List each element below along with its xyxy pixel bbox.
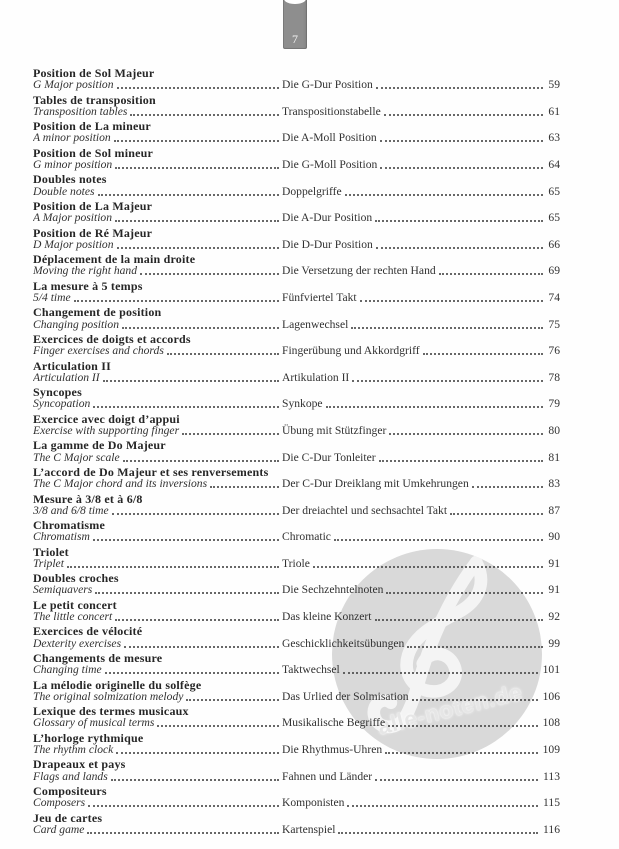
dot-leader [87,832,279,834]
page-number: 7 [292,32,298,46]
toc-entry [33,812,560,836]
entry-title-de: Das kleine Konzert [282,610,372,624]
entry-subtitle-en: Finger exercises and chords [33,345,164,358]
entry-english-column [33,744,282,756]
dot-leader [389,433,543,435]
toc-entry [33,599,560,623]
dot-leader [388,725,537,727]
entry-english-column [33,212,282,224]
dot-leader [338,832,538,834]
entry-english-column [33,345,282,357]
dot-leader [182,433,279,435]
entry-page-number: 90 [548,530,560,544]
entry-title-fr: Changement de position [33,305,162,320]
dot-leader [124,646,279,648]
dot-leader [93,539,279,541]
entry-subtitle-en: Composers [33,797,86,810]
entry-title-de: Doppelgriffe [282,184,342,198]
entry-title-fr: Drapeaux et pays [33,757,126,772]
entry-subtitle-en: Flags and lands [33,770,108,783]
entry-subtitle-en: Articulation II [33,371,100,384]
dot-leader [112,513,279,515]
entry-subtitle-row [33,132,560,144]
entry-page-number: 101 [542,663,560,677]
entry-subtitle-row [33,611,560,623]
entry-english-column [33,106,282,118]
entry-subtitle-row [33,345,560,357]
entry-english-column [33,611,282,623]
dot-leader [472,486,544,488]
entry-title-fr: L’horloge rythmique [33,730,144,745]
dot-leader [186,699,279,701]
entry-title-fr: L’accord de Do Majeur et ses renversements [33,464,269,479]
dot-leader [88,805,279,807]
entry-english-column [33,452,282,464]
entry-page-number: 65 [548,184,560,198]
dot-leader [117,247,279,249]
toc-entry [33,758,560,782]
entry-title-de: Synkope [282,397,323,411]
entry-subtitle-row [33,824,560,836]
entry-subtitle-en: Semiquavers [33,584,93,597]
entry-page-number: 79 [548,397,560,411]
dot-leader [376,247,544,249]
entry-subtitle-row [33,478,560,490]
entry-title-de: Fünfviertel Takt [282,290,357,304]
entry-page-number: 116 [543,822,560,836]
dot-leader [423,353,544,355]
entry-title-fr: Compositeurs [33,784,107,799]
entry-subtitle-en: A Major position [33,212,113,225]
entry-title-fr: Déplacement de la main droite [33,252,196,267]
entry-title-fr: Position de La mineur [33,119,151,134]
entry-title-fr: Position de Sol mineur [33,145,154,160]
dot-leader [103,380,279,382]
entry-subtitle-row [33,292,560,304]
entry-subtitle-en: Double notes [33,185,95,198]
entry-subtitle-row [33,771,560,783]
entry-subtitle-row [33,239,560,251]
entry-english-column [33,797,282,809]
entry-subtitle-en: G minor position [33,158,113,171]
entry-subtitle-en: 3/8 and 6/8 time [33,504,109,517]
entry-page-number: 64 [548,157,560,171]
toc-entry [33,493,560,517]
entry-title-de: Übung mit Stützfinger [282,423,387,437]
toc-entry [33,519,560,543]
dot-leader [130,114,279,116]
entry-english-column [33,691,282,703]
entry-title-fr: Exercices de doigts et accords [33,331,191,346]
entry-subtitle-en: Changing position [33,318,119,331]
entry-title-de: Der dreiachtel und sechsachtel Takt [282,503,448,517]
entry-subtitle-en: 5/4 time [33,291,71,304]
entry-title-de: Die A-Moll Position [282,131,377,145]
toc-entry [33,679,560,703]
dot-leader [116,752,279,754]
page-number-tab [283,0,307,49]
dot-leader [115,167,279,169]
toc-entry [33,360,560,384]
dot-leader [380,167,543,169]
entry-subtitle-row [33,797,560,809]
entry-title-de: Der C-Dur Dreiklang mit Umkehrungen [282,477,469,491]
dot-leader [98,194,279,196]
entry-subtitle-row [33,159,560,171]
entry-english-column [33,319,282,331]
entry-subtitle-en: Syncopation [33,398,91,411]
dot-leader [345,194,544,196]
entry-subtitle-row [33,531,560,543]
entry-english-column [33,771,282,783]
entry-subtitle-en: Exercise with supporting finger [33,424,180,437]
entry-title-fr: La gamme de Do Majeur [33,438,166,453]
toc-entry [33,67,560,91]
entry-title-de: Die Sechzehntelnoten [282,583,384,597]
entry-subtitle-row [33,638,560,650]
entry-subtitle-row [33,505,560,517]
entry-title-de: Die G-Dur Position [282,78,373,92]
entry-english-column [33,824,282,836]
entry-english-column [33,159,282,171]
entry-subtitle-en: Transposition tables [33,105,128,118]
entry-subtitle-en: The C Major chord and its inversions [33,478,208,491]
entry-subtitle-en: The rhythm clock [33,744,114,757]
toc-entry [33,466,560,490]
dot-leader [375,779,538,781]
entry-subtitle-en: G Major position [33,79,114,92]
entry-english-column [33,398,282,410]
entry-title-de: Geschicklichkeitsübungen [282,636,405,650]
dot-leader [343,672,538,674]
entry-title-fr: Exercice avec doigt d’appui [33,411,180,426]
entry-page-number: 69 [548,264,560,278]
dot-leader [334,539,543,541]
entry-title-de: Die Rhythmus-Uhren [282,743,383,757]
dot-leader [114,140,279,142]
entry-subtitle-row [33,319,560,331]
entry-subtitle-row [33,717,560,729]
entry-subtitle-row [33,79,560,91]
dot-leader [167,353,279,355]
dot-leader [74,300,279,302]
entry-page-number: 66 [548,237,560,251]
dot-leader [386,592,543,594]
entry-subtitle-row [33,186,560,198]
watermark-text: alle-noten.de [374,678,525,740]
entry-title-de: Artikulation II [282,370,350,384]
entry-english-column [33,505,282,517]
entry-title-de: Das Urlied der Solmisation [282,689,409,703]
entry-subtitle-en: The C Major scale [33,451,120,464]
entry-subtitle-en: Changing time [33,664,102,677]
entry-subtitle-en: A minor position [33,132,111,145]
entry-subtitle-row [33,398,560,410]
entry-subtitle-en: D Major position [33,238,114,251]
entry-title-de: Die D-Dur Position [282,237,373,251]
entry-title-de: Chromatic [282,530,331,544]
entry-title-de: Die Versetzung der rechten Hand [282,264,436,278]
dot-leader [347,805,538,807]
dot-leader [407,646,543,648]
entry-title-fr: Jeu de cartes [33,810,103,825]
toc-entry [33,572,560,596]
dot-leader [412,699,538,701]
dot-leader [115,619,279,621]
entry-title-de: Musikalische Begriffe [282,716,386,730]
toc-entry [33,306,560,330]
entry-subtitle-row [33,212,560,224]
entry-title-fr: Articulation II [33,358,111,373]
entry-title-de: Transpositionstabelle [282,104,381,118]
entry-english-column [33,239,282,251]
entry-title-fr: La mélodie originelle du solfège [33,677,202,692]
entry-page-number: 113 [543,769,560,783]
entry-subtitle-row [33,452,560,464]
entry-title-de: Triole [282,556,310,570]
dot-leader [157,725,279,727]
dot-leader [375,220,543,222]
entry-page-number: 87 [548,503,560,517]
dot-leader [105,672,279,674]
entry-english-column [33,265,282,277]
dot-leader [123,460,279,462]
toc-entry [33,253,560,277]
entry-subtitle-row [33,425,560,437]
entry-english-column [33,292,282,304]
toc-entry [33,147,560,171]
entry-subtitle-row [33,106,560,118]
entry-subtitle-row [33,584,560,596]
entry-page-number: 99 [548,636,560,650]
dot-leader [439,273,544,275]
entry-title-fr: Position de Ré Majeur [33,225,153,240]
entry-title-de: Komponisten [282,796,345,810]
dot-leader [210,486,279,488]
entry-page-number: 106 [542,689,560,703]
entry-english-column [33,558,282,570]
entry-english-column [33,584,282,596]
dot-leader [379,460,544,462]
entry-title-fr: Tables de transposition [33,92,156,107]
toc-entry [33,227,560,251]
toc-entry [33,732,560,756]
entry-subtitle-row [33,664,560,676]
entry-page-number: 83 [548,477,560,491]
entry-title-fr: Syncopes [33,385,82,400]
entry-title-fr: Doubles notes [33,172,107,187]
entry-subtitle-row [33,558,560,570]
entry-english-column [33,132,282,144]
entry-english-column [33,638,282,650]
entry-subtitle-en: Dexterity exercises [33,637,122,650]
entry-page-number: 91 [548,556,560,570]
dot-leader [352,380,543,382]
entry-english-column [33,186,282,198]
entry-title-de: Lagenwechsel [282,317,349,331]
entry-english-column [33,531,282,543]
toc-entry [33,333,560,357]
entry-english-column [33,478,282,490]
dot-leader [450,513,543,515]
dot-leader [115,220,279,222]
entry-english-column [33,79,282,91]
entry-page-number: 59 [548,78,560,92]
toc-entry [33,652,560,676]
dot-leader [360,300,544,302]
toc-list [33,67,560,838]
dot-leader [375,619,544,621]
entry-page-number: 92 [548,610,560,624]
entry-page-number: 61 [548,104,560,118]
toc-entry [33,386,560,410]
entry-subtitle-row [33,691,560,703]
entry-title-fr: Chromatisme [33,518,105,533]
dot-leader [384,114,544,116]
toc-entry [33,200,560,224]
dot-leader [326,406,544,408]
entry-page-number: 80 [548,423,560,437]
entry-page-number: 74 [548,290,560,304]
entry-page-number: 75 [548,317,560,331]
entry-page-number: 65 [548,211,560,225]
dot-leader [111,779,279,781]
toc-entry [33,439,560,463]
entry-page-number: 81 [548,450,560,464]
toc-entry [33,546,560,570]
entry-title-de: Fingerübung und Akkordgriff [282,344,420,358]
entry-title-fr: Triolet [33,544,69,559]
dot-leader [122,327,279,329]
entry-page-number: 108 [542,716,560,730]
entry-page-number: 109 [542,743,560,757]
entry-title-de: Kartenspiel [282,822,336,836]
dot-leader [93,406,279,408]
entry-subtitle-row [33,744,560,756]
dot-leader [313,566,543,568]
toc-entry [33,705,560,729]
entry-title-fr: Doubles croches [33,571,119,586]
entry-subtitle-en: Triplet [33,557,64,570]
dot-leader [67,566,279,568]
entry-subtitle-en: Card game [33,823,85,836]
entry-title-de: Die A-Dur Position [282,211,373,225]
entry-page-number: 115 [543,796,560,810]
entry-title-fr: Position de Sol Majeur [33,66,155,80]
entry-subtitle-row [33,265,560,277]
dot-leader [385,752,537,754]
entry-english-column [33,717,282,729]
entry-subtitle-en: The little concert [33,611,113,624]
toc-entry [33,120,560,144]
dot-leader [95,592,279,594]
entry-title-fr: Mesure à 3/8 et à 6/8 [33,491,143,506]
entry-english-column [33,425,282,437]
entry-page-number: 63 [548,131,560,145]
dot-leader [351,327,543,329]
toc-entry [33,94,560,118]
entry-title-fr: Le petit concert [33,597,117,612]
dot-leader [376,87,544,89]
entry-title-fr: Lexique des termes musicaux [33,704,189,719]
entry-title-de: Taktwechsel [282,663,340,677]
entry-subtitle-row [33,372,560,384]
entry-page-number: 78 [548,370,560,384]
entry-title-de: Die G-Moll Position [282,157,378,171]
entry-subtitle-en: Chromatism [33,531,90,544]
entry-subtitle-en: Moving the right hand [33,265,138,278]
entry-title-fr: Changements de mesure [33,651,163,666]
entry-english-column [33,372,282,384]
toc-entry [33,413,560,437]
dot-leader [117,87,279,89]
toc-entry [33,785,560,809]
entry-title-fr: La mesure à 5 temps [33,278,143,293]
entry-page-number: 91 [548,583,560,597]
entry-page-number: 76 [548,344,560,358]
dot-leader [140,273,279,275]
entry-title-de: Fahnen und Länder [282,769,373,783]
toc-entry [33,173,560,197]
entry-title-fr: Position de La Majeur [33,198,153,213]
entry-title-de: Die C-Dur Tonleiter [282,450,376,464]
entry-subtitle-en: Glossary of musical terms [33,717,155,730]
toc-entry [33,280,560,304]
entry-english-column [33,664,282,676]
entry-title-fr: Exercices de vélocité [33,624,143,639]
dot-leader [380,140,544,142]
toc-entry [33,625,560,649]
entry-subtitle-en: The original solmization melody [33,690,184,703]
